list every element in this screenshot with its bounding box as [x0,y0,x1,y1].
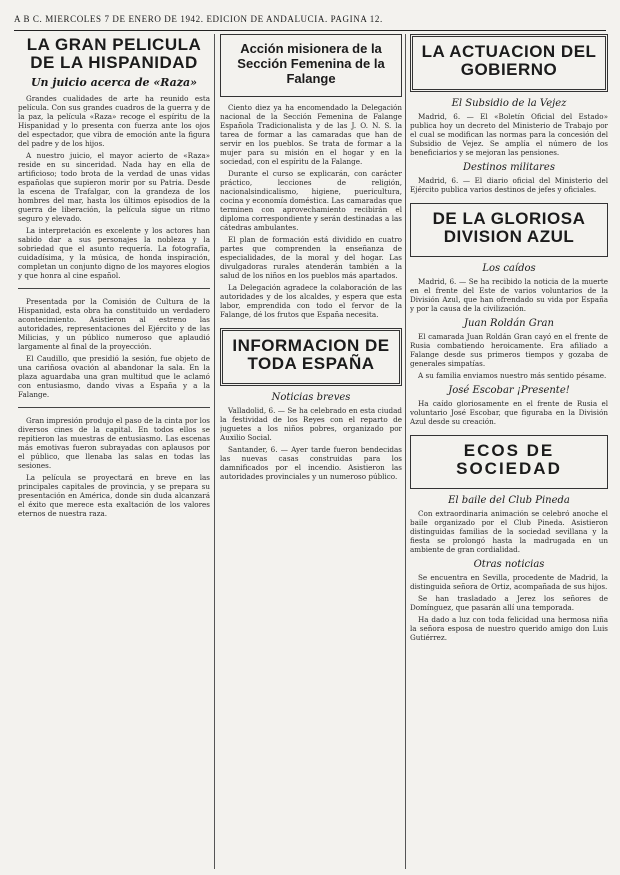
article-subheading: Destinos militares [463,162,555,173]
article-subheading: Noticias breves [271,392,351,403]
column-divider [405,34,406,869]
article-paragraph: El plan de formación está dividido en cuatro partes que comprenden la enseñanza de especialidades, de la moral y del hogar. Las divulgadoras rurales atenderán también a la salud de los niños en los pueblos más apartados. [220,235,402,280]
article-headline: LA ACTUACION DEL GOBIERNO [421,42,597,79]
article-paragraph: La interpretación es excelente y los actores han sabido dar a sus personajes la nobleza y la sobriedad que el asunto requería. La fotografía, cuidadísima, y la música, de honda inspiración, completan un conjunto digno de los mayores elogios y que honra al cine español. [18,226,210,280]
article-paragraph: Madrid, 6. — El diario oficial del Ministerio del Ejército publica varios destinos de jefes y oficiales. [410,176,608,194]
article-subheading: José Escobar ¡Presente! [448,385,570,396]
article-accion-misionera [220,34,402,319]
article-paragraph: Durante el curso se explicarán, con carácter práctico, lecciones de religión, nacionalsindicalismo, higiene, puericultura, cocina y economía doméstica. Las camaradas que terminen con aprovechamiento recibirán el diploma correspondiente y serán destinadas a las cátedras ambulantes. [220,169,402,232]
article-paragraph: Madrid, 6. — El «Boletín Oficial del Estado» publica hoy un decreto del Ministerio de Trabajo por el cual se modifican las normas para la concesión del Subsidio de Vejez. Se amplía el número de los beneficiarios y se mejoran las pensiones. [410,112,608,157]
headline-box [410,435,608,489]
article-gran-pelicula [18,36,210,280]
article-headline: LA GRAN PELICULA DE LA HISPANIDAD [26,35,202,72]
article-subheading: Los caídos [482,263,536,274]
article-paragraph: Se encuentra en Sevilla, procedente de Madrid, la distinguida señora de Ortiz, acompañada de sus hijos. [410,573,608,591]
article-separator [18,407,210,408]
article-paragraph: Con extraordinaria animación se celebró anoche el baile organizado por el Club Pineda. Asistieron distinguidas familias de la sociedad sevillana y la fiesta se prolongó hasta la madrugada en un ambiente de gran cordialidad. [410,509,608,554]
article-subheading: Un juicio acerca de «Raza» [30,76,198,89]
headline-box [410,203,608,257]
article-headline: ECOS DE SOCIEDAD [456,441,562,478]
article-paragraph: La Delegación agradece la colaboración de las autoridades y de los alcaldes, y espera que esta labor, emprendida con todo el fervor de la Falange, dé los frutos que España necesita. [220,283,402,319]
article-separator [18,288,210,289]
column-2 [220,34,402,869]
page-header: A B C. MIERCOLES 7 DE ENERO DE 1942. EDICION DE ANDALUCIA. PAGINA 12. [14,14,383,24]
article-actuacion-gobierno [410,34,608,194]
article-subheading: El baile del Club Pineda [448,495,570,506]
article-paragraph: Madrid, 6. — Se ha recibido la noticia de la muerte en el frente del Este de varios voluntarios de la División Azul, que han ofrendado su vida por España y por la causa de la civilización. [410,277,608,313]
headline-box [220,328,402,386]
article-paragraph: Santander, 6. — Ayer tarde fueron bendecidas las nuevas casas construidas para los damnificados por el incendio. Asistieron las autoridades provinciales y un numeroso público. [220,445,402,481]
article-paragraph: El camarada Juan Roldán Gran cayó en el frente de Rusia combatiendo heroicamente. Era afiliado a Falange desde sus primeros tiempos y gozaba de generales simpatías. [410,332,608,368]
article-paragraph: Se han trasladado a Jerez los señores de Domínguez, que pasarán allí una temporada. [410,594,608,612]
article-ecos-sociedad [410,435,608,642]
article-paragraph: A nuestro juicio, el mayor acierto de «Raza» reside en su sinceridad. Nada hay en ella de artificioso; todo brota de la verdad de unas vidas españolas que supieron morir por su Patria. Desde la escena de Trafalgar, con la grandeza de los hombres del mar, hasta los últimos episodios de la guerra de liberación, la película sigue un ritmo seguro y elevado. [18,151,210,223]
article-paragraph: La película se proyectará en breve en las principales capitales de provincia, y se prepara su presentación en América, donde sin duda alcanzará el éxito que merece esta exaltación de los valores eternos de nuestra raza. [18,473,210,518]
article-paragraph: Ciento diez ya ha encomendado la Delegación nacional de la Sección Femenina de Falange Española Tradicionalista y de las J. O. N. S. la tarea de formar a las camaradas que han de servir en los pueblos. Se trata de formar a la mujer para su misión en el hogar y en la sociedad, con el espíritu de la Falange. [220,103,402,166]
article-presentacion [18,297,210,399]
column-1 [18,34,210,869]
column-divider [214,34,215,869]
article-paragraph: Presentada por la Comisión de Cultura de la Hispanidad, esta obra ha constituido un verdadero acontecimiento. Asistieron al estreno las autoridades, representaciones del Ejército y de las Milicias, y un público numeroso que aplaudió largamente al final de la proyección. [18,297,210,351]
article-paragraph: El Caudillo, que presidió la sesión, fue objeto de una cariñosa ovación al abandonar la sala. En la plaza aguardaba una gran multitud que le aclamó con entusiasmo, dando vivas a España y a la Falange. [18,354,210,399]
header-rule [14,30,606,31]
article-informacion-espana [220,328,402,481]
article-headline: Acción misionera de la Sección Femenina de la Falange [237,41,385,86]
article-headline: INFORMACION DE TODA ESPAÑA [232,336,390,373]
article-paragraph: Ha dado a luz con toda felicidad una hermosa niña la señora esposa de nuestro querido amigo don Luis Gutiérrez. [410,615,608,642]
article-paragraph: Gran impresión produjo el paso de la cinta por los diversos cines de la capital. En todos ellos se repitieron las muestras de entusiasmo. Las escenas más emotivas fueron subrayadas con aplausos por el público, que llenaba las salas en todas las sesiones. [18,416,210,470]
headline-box [220,34,402,97]
article-division-azul [410,203,608,426]
headline-box [410,34,608,92]
article-subheading: Otras noticias [473,559,545,570]
article-subheading: El Subsidio de la Vejez [451,98,567,109]
article-impresion [18,416,210,518]
column-3 [410,34,608,869]
article-paragraph: Grandes cualidades de arte ha reunido esta película. Con sus grandes cuadros de la guerra y de la paz, la película «Raza» recoge el espíritu de la Hispanidad y lo presenta con fuerza ante los ojos del espectador, que vibra de emoción ante la figura del padre y de los hijos. [18,94,210,148]
article-paragraph: Valladolid, 6. — Se ha celebrado en esta ciudad la festividad de los Reyes con el reparto de juguetes a los niños pobres, organizado por Auxilio Social. [220,406,402,442]
article-paragraph: Ha caído gloriosamente en el frente de Rusia el voluntario José Escobar, que figuraba en la División Azul desde su creación. [410,399,608,426]
article-subheading: Juan Roldán Gran [464,318,554,329]
article-headline: DE LA GLORIOSA DIVISION AZUL [432,209,586,246]
article-paragraph: A su familia enviamos nuestro más sentido pésame. [418,371,607,380]
